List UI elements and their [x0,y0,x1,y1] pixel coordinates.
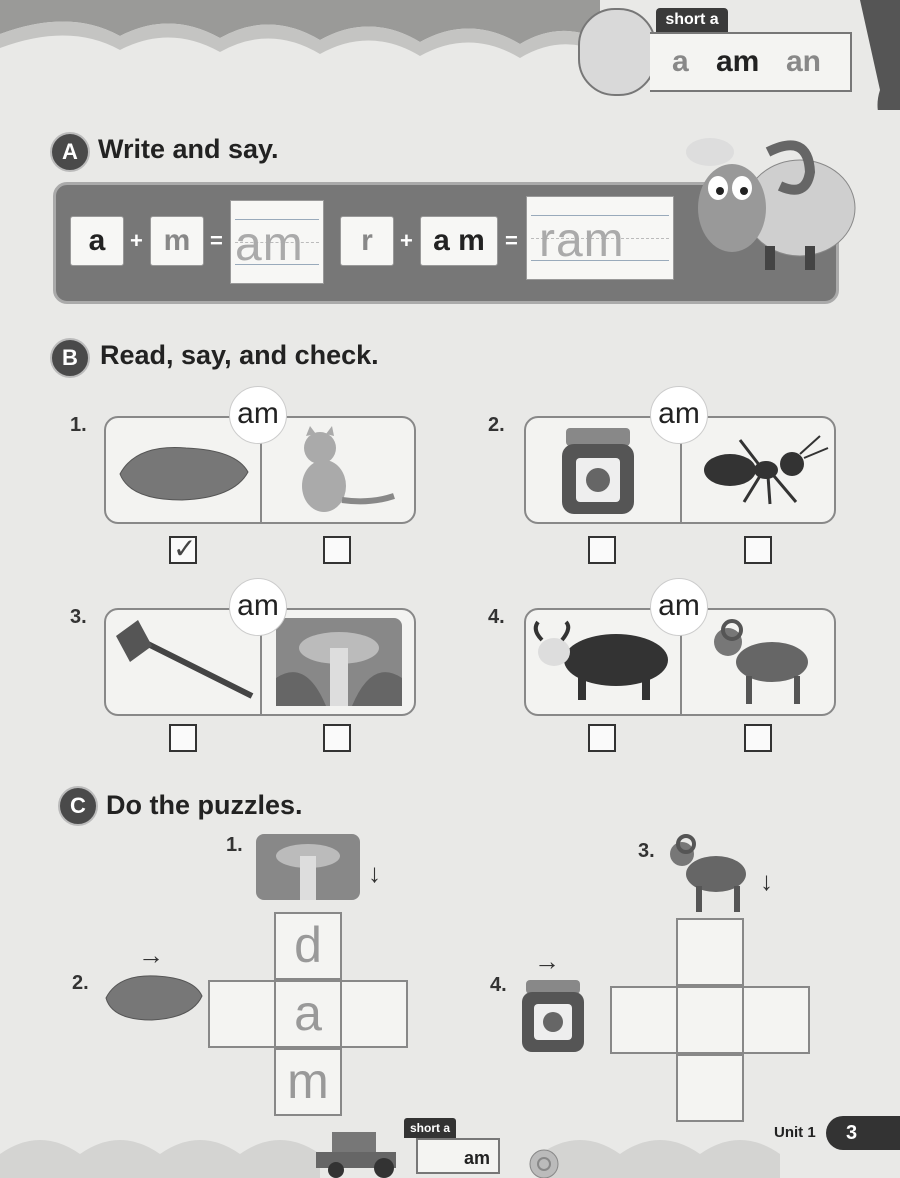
header-word-am: am [716,45,760,78]
section-c-title: Do the puzzles. [106,790,303,820]
axe-icon [112,618,258,706]
puzzle-clue-number-4: 4. [490,974,507,996]
crossword-2-cell[interactable] [742,986,810,1054]
section-b-title: Read, say, and check. [100,340,379,370]
checkbox-3-right[interactable] [323,724,351,752]
crossword-1-cell[interactable] [340,980,408,1048]
puzzle-letter: a [294,985,322,1041]
puzzle-clue-number-2: 2. [72,972,89,994]
word-bubble-3: am [229,578,287,636]
section-a-title: Write and say. [98,134,279,164]
word-bubble-2: am [650,386,708,444]
arrow-down-icon: ↓ [760,866,773,896]
checkbox-4-right[interactable] [744,724,772,752]
puzzle-clue-number-3: 3. [638,840,655,862]
item-number: 2. [488,414,505,436]
write-box-ram[interactable] [526,196,674,280]
crossword-2-cell[interactable] [676,918,744,986]
arrow-right-icon: → [534,946,560,976]
header-word-a: a [672,45,689,78]
checkbox-1-left[interactable] [169,533,197,564]
word-bubble-4: am [650,578,708,636]
unit-label: Unit 1 [774,1124,816,1141]
item-number: 1. [70,414,87,436]
traced-word-ram: ram [539,214,625,267]
section-b-badge: B [50,338,90,378]
crossword-2-cell[interactable] [676,986,744,1054]
page-number: 3 [826,1116,900,1150]
crossword-1-cell[interactable] [274,912,342,980]
check-mark-icon: ✓ [173,533,197,564]
equals-sign-2: = [505,228,518,253]
scroll-roll-icon [524,1148,564,1178]
crossword-1-cell[interactable] [274,980,342,1048]
plus-sign-1: + [130,228,143,253]
section-c-badge: C [58,786,98,826]
crossword-1-cell[interactable] [208,980,276,1048]
item-number: 3. [70,606,87,628]
jam-jar-icon [558,424,638,518]
dam-icon [276,618,402,706]
checkbox-4-left[interactable] [588,724,616,752]
footer-tag: short a [404,1118,456,1138]
checkbox-1-right[interactable] [323,536,351,564]
jam-jar-clue-icon [520,978,586,1054]
puzzle-letter: d [294,917,322,973]
ram-mascot-icon [670,128,860,278]
tile-m: m [150,216,204,266]
tractor-icon [312,1128,408,1178]
item-number: 4. [488,606,505,628]
tile-a-m: a m [420,216,498,266]
tile-r: r [340,216,394,266]
plus-sign-2: + [400,228,413,253]
header-word-an: an [786,45,822,78]
crossword-1-cell[interactable] [274,1048,342,1116]
word-bubble-1: am [229,386,287,444]
scroll-decoration [578,8,656,96]
traced-word-am: am [235,218,304,271]
footer-word: am [416,1138,500,1174]
arrow-down-icon: ↓ [368,858,381,888]
puzzle-clue-number-1: 1. [226,834,243,856]
ram-clue-icon [664,832,750,916]
crossword-2-cell[interactable] [610,986,678,1054]
ram-icon [706,616,816,708]
crossword-2-cell[interactable] [676,1054,744,1122]
yak-icon [532,620,678,704]
cat-icon [290,426,400,516]
dam-clue-icon [256,834,360,900]
checkbox-2-left[interactable] [588,536,616,564]
write-box-am[interactable] [230,200,324,284]
checkbox-3-left[interactable] [169,724,197,752]
puzzle-letter: m [287,1053,329,1109]
section-a-badge: A [50,132,90,172]
arrow-right-icon: → [138,940,164,970]
yam-icon [116,440,252,504]
header-words [650,32,852,92]
yam-clue-icon [102,970,206,1022]
equals-sign-1: = [210,228,223,253]
checkbox-2-right[interactable] [744,536,772,564]
ant-icon [700,432,830,508]
tile-a: a [70,216,124,266]
header-tag: short a [656,8,728,32]
